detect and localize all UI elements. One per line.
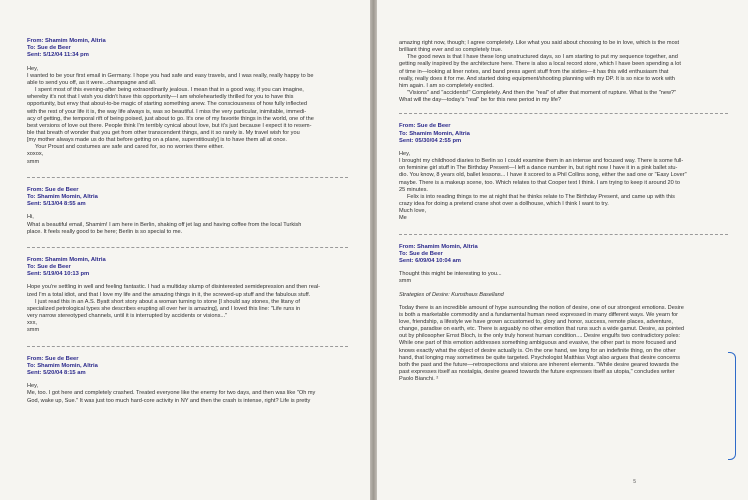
email-block bbox=[27, 187, 348, 236]
body-line: smm bbox=[399, 278, 412, 285]
body-line: past expresses itself as nostalgia, desire geared towards the future expresses itself as utopia," concludes writer bbox=[399, 369, 675, 376]
body-line: specialized petrological types she describes erupting all over her is amazing], and I loved this line: "Life runs in bbox=[27, 305, 301, 312]
body-line: brilliant thing ever and so completely true. bbox=[399, 47, 503, 54]
email-from: From: Sue de Beer bbox=[27, 186, 79, 193]
body-line: change, paradise on earth, etc. There is arguably no other emotion that runs such a wide gamut. Desire, as pointed bbox=[399, 326, 685, 333]
email-sent: Sent: 5/13/04 8:55 am bbox=[27, 201, 86, 208]
body-line: getting really inspired by the architecture here. There is also a local record store, which I have been spending a lot bbox=[399, 61, 681, 68]
body-line: [my mother always made us do that before getting on a plane, superstitiously] is to have them all at once. bbox=[27, 137, 287, 144]
body-line: I brought my childhood diaries to Berlin so I could examine them in an intense and focused way. There is some full- bbox=[399, 158, 684, 165]
body-line: amazing right now, though; I agree completely. Like what you said about choosing to be in love, which is the most bbox=[399, 40, 680, 46]
body-line: whereby it's not that I wish you didn't have this opportunity—I am wholeheartedly thrilled for you to have this bbox=[27, 94, 294, 101]
right-page bbox=[377, 0, 748, 500]
body-line: I spent most of this evening-after being extraordinarily jealous. I mean that in a good way, if you can imagine, bbox=[35, 87, 304, 94]
body-line: God, wake up, Sue." It was just too much hard-core activity in NY and then the crash is intense, right? Life is pretty bbox=[27, 397, 311, 404]
email-from: From: Shamim Momin, Altria bbox=[399, 243, 478, 250]
body-line: The good news is that I have these long unstructured days, so I am starting to put my sequence together, and bbox=[407, 54, 678, 61]
email-separator bbox=[27, 346, 348, 347]
body-line: dio. You know, 8 years old, ballet lessons... I have it scored to a Phil Collins song, either the sad one or "Easy Lover" bbox=[399, 172, 687, 179]
email-sent: Sent: 5/20/04 8:15 am bbox=[27, 369, 86, 376]
email-block bbox=[27, 257, 348, 335]
email-block bbox=[27, 38, 348, 166]
email-sent: Sent: 5/12/04 11:34 pm bbox=[27, 52, 89, 59]
body-line: Hey, bbox=[27, 383, 39, 390]
email-separator bbox=[27, 177, 348, 178]
email-block bbox=[399, 123, 728, 222]
email-separator bbox=[399, 113, 728, 114]
email-body bbox=[27, 383, 348, 404]
body-line: place. It feels really good to be here; Berlin is so special to me. bbox=[27, 228, 183, 235]
body-line: Paolo Bianchi. ² bbox=[399, 376, 439, 383]
body-line: love, friendship, a lifestyle we have grown accustomed to, glory and honor, success, remote places, adventure, bbox=[399, 318, 673, 325]
body-line: Me bbox=[399, 215, 407, 222]
body-line: with the rest of your life it is, the way life always is, was so beautiful. I miss the very particular, inimitable, immedi- bbox=[27, 108, 307, 115]
body-line: "Visions" and "accidents!" Completely. And then the "real" of after that moment of rupture. What is the "new?" bbox=[407, 90, 677, 97]
body-line: What will the day—today's "real" be for this new period in my life? bbox=[399, 97, 562, 104]
body-line: ized I'm a total idiot, and that I love my life and the amazing things in it, the screwed-up stuff and the fabulous stuff. bbox=[27, 291, 311, 298]
email-from: From: Sue de Beer bbox=[399, 123, 451, 130]
page-number: 5 bbox=[633, 478, 636, 485]
body-line: Thought this might be interesting to you... bbox=[399, 271, 502, 278]
body-line: crazy idea for doing a pretend crane shot over a dollhouse, which I think I want to try. bbox=[399, 201, 609, 208]
body-line: able to send you off, as it were...champagne and all. bbox=[27, 79, 157, 86]
email-body bbox=[27, 284, 348, 334]
body-line: Today there is an incredible amount of hype surrounding the notion of desire, one of our strongest emotions. Desire bbox=[399, 304, 684, 311]
email-block bbox=[399, 244, 728, 384]
body-line: What a beautiful email, Shamim! I am here in Berlin, shaking off jet lag and having coffee from the local Turkish bbox=[27, 221, 302, 228]
email-block bbox=[27, 356, 348, 405]
body-line: xxx, bbox=[27, 320, 37, 327]
body-line: ble that breath of wonder that you get from other transcendent things, and it so rarely is. My travel wish for you bbox=[27, 130, 300, 137]
body-line: acy of getting, the temporal rift of being poised, just about to go. It's one of my favorite things in the world, one of the bbox=[27, 115, 314, 122]
email-from: From: Sue de Beer bbox=[27, 355, 79, 362]
email-to: To: Sue de Beer bbox=[27, 45, 71, 52]
body-line: on feminine girl stuff in The Birthday Present—I left a dance number in, but right now I have it in a pink ballet stu- bbox=[399, 165, 678, 172]
body-line: both the past and the future—retrospections and visions are inherent elements. "While desire geared towards the bbox=[399, 361, 679, 368]
body-line: Much love, bbox=[399, 208, 427, 215]
email-to: To: Sue de Beer bbox=[27, 264, 71, 271]
body-line: Hi, bbox=[27, 214, 34, 221]
body-line: opportunity, but envy that about-to-be magic of starting something anew. The consciousness of how fully inflected bbox=[27, 101, 307, 108]
body-line: Hey, bbox=[27, 65, 39, 72]
body-line: smm bbox=[27, 327, 40, 334]
email-body bbox=[399, 271, 728, 383]
email-body bbox=[27, 214, 348, 235]
body-line: really, really does it for me. And started doing equipment/shooting planning with my DP. It is so nice to work with bbox=[399, 75, 675, 82]
email-to: To: Sue de Beer bbox=[399, 250, 443, 257]
body-line: out by philosopher Ernst Bloch, is the only truly honest human condition.... Desire engulfs two contradictory poles: bbox=[399, 333, 681, 340]
email-to: To: Shamim Momin, Altria bbox=[399, 130, 470, 137]
email-sent: Sent: 6/09/04 10:04 am bbox=[399, 257, 461, 264]
body-line: knows exactly what the object of desire actually is. On the one hand, we long for an indefinite thing, on the other bbox=[399, 347, 676, 354]
body-line: Hey, bbox=[399, 151, 411, 158]
body-line: very narrow stereotyped channels, until it is interrupted by accidents or visions..." bbox=[27, 313, 228, 320]
email-sent: Sent: 05/30/04 2:55 pm bbox=[399, 137, 462, 144]
email-sent: Sent: 5/19/04 10:13 pm bbox=[27, 271, 90, 278]
email-separator bbox=[27, 247, 348, 248]
email-body bbox=[399, 151, 728, 223]
email-from: From: Shamim Momin, Altria bbox=[27, 38, 106, 44]
ink-bracket-mark bbox=[728, 352, 736, 460]
email-separator bbox=[399, 234, 728, 235]
body-line: best versions of love out there. People think I'm terribly cynical about love, but it's just because I expect it to resem- bbox=[27, 122, 312, 129]
email-from: From: Shamim Momin, Altria bbox=[27, 256, 106, 263]
continued-email-body bbox=[399, 40, 728, 104]
email-body bbox=[27, 66, 348, 166]
body-line: Your Proust and costumes are safe and cared for, so no worries there either. bbox=[35, 144, 224, 151]
body-line: of time in—looking at liner notes, and band press agent stuff from the sixties—it has this wild enthusiasm that bbox=[399, 68, 669, 75]
body-line: is both a marketable commodity and a fundamental human need expressed in many different ways. We yearn for bbox=[399, 311, 679, 318]
body-line: I just read this in an A.S. Byatt short story about a woman turning to stone [I should say stones, the litany of bbox=[35, 298, 300, 305]
body-line: While one part of this emotion addresses something ambiguous and evasive, the other part is more focused and bbox=[399, 340, 677, 347]
body-line: xoxox, bbox=[27, 151, 44, 158]
left-page bbox=[0, 0, 370, 500]
body-line: Felix is into reading things to me at night that he thinks relate to The Birthday Present, and came up with this bbox=[407, 193, 675, 200]
body-line: maybe. There is a makeup scene, too. Which relates to that Cooper text I think. I am trying to keep it around 20 to bbox=[399, 179, 680, 186]
body-line: him again. I am so completely excited. bbox=[399, 82, 494, 89]
body-line: I wanted to be your first email in Germany. I hope you had safe and easy travels, and I was really, really happy to be bbox=[27, 72, 314, 79]
book-gutter bbox=[370, 0, 377, 500]
email-to: To: Shamim Momin, Altria bbox=[27, 194, 98, 200]
body-line: hand, that longing may sometimes be quite targeted. Psychologist Matthias Vogt also argues that desire concerns bbox=[399, 354, 681, 361]
body-line: smm bbox=[27, 158, 40, 165]
body-line: 25 minutes. bbox=[399, 186, 428, 193]
body-line: Me, too. I got here and completely crashed. Treated everyone like the enemy for two days, and then was like "Oh my bbox=[27, 390, 316, 397]
email-to: To: Shamim Momin, Altria bbox=[27, 362, 98, 369]
article-title: Strategies of Desire: Kunsthaus Baselland bbox=[399, 291, 504, 298]
body-line: Hope you're settling in well and feeling fantastic. I had a multiday slump of disinterested semidepression and then real- bbox=[27, 284, 321, 291]
